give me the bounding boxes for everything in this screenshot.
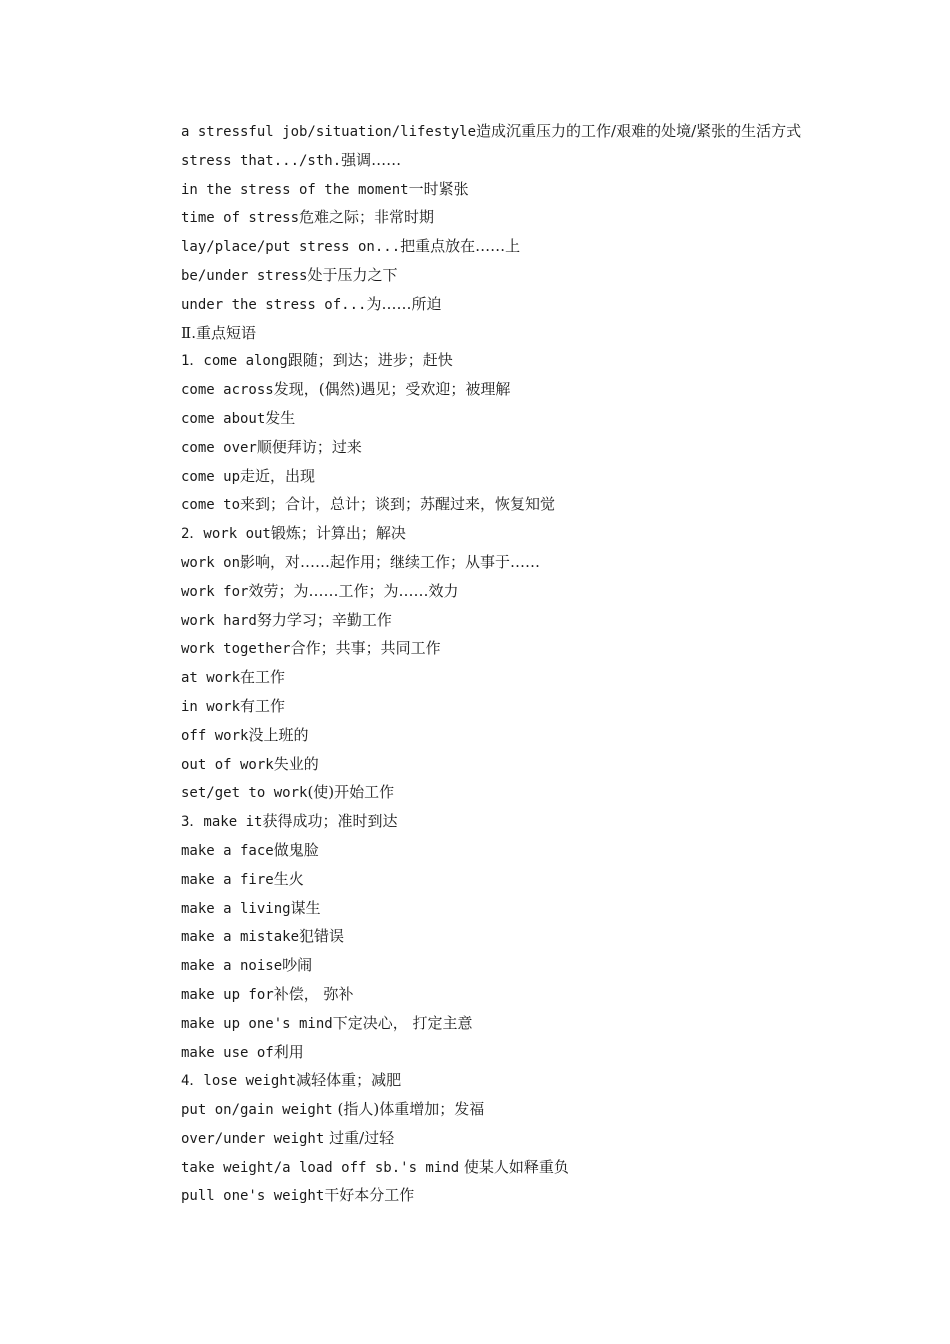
document-line — [137, 291, 827, 320]
document-line — [137, 520, 827, 549]
english-phrase: take weight/a load off sb.'s mind — [181, 1159, 460, 1176]
document-line — [137, 952, 827, 981]
english-phrase: be/under stress — [181, 267, 308, 284]
chinese-meaning: (使)开始工作 — [307, 783, 395, 802]
document-line — [137, 1067, 827, 1096]
document-line — [137, 751, 827, 780]
english-phrase: come to — [181, 497, 241, 514]
document-line — [137, 320, 827, 348]
document-line — [137, 147, 827, 176]
chinese-meaning: 合作；共事；共同工作 — [290, 639, 441, 658]
document-line — [137, 837, 827, 866]
document-line — [137, 204, 827, 233]
chinese-meaning: 过重/过轻 — [324, 1128, 395, 1147]
document-line — [137, 895, 827, 924]
chinese-meaning: 下定决心， 打定主意 — [332, 1013, 473, 1032]
document-line — [137, 347, 827, 376]
document-line — [137, 693, 827, 722]
english-phrase: make a noise — [181, 958, 283, 975]
english-phrase: work together — [181, 641, 291, 658]
english-phrase: work hard — [181, 612, 257, 629]
chinese-meaning: 来到；合计，总计；谈到；苏醒过来，恢复知觉 — [240, 495, 556, 514]
chinese-meaning: 走近，出现 — [240, 466, 316, 485]
chinese-meaning: 努力学习；辛勤工作 — [256, 610, 392, 629]
chinese-meaning: 影响，对……起作用；继续工作；从事于…… — [240, 552, 541, 571]
chinese-meaning: (指人)体重增加；发福 — [332, 1100, 485, 1119]
document-line — [137, 118, 817, 147]
chinese-meaning: 减轻体重；减肥 — [296, 1071, 402, 1090]
chinese-meaning: 效劳；为……工作；为……效力 — [248, 581, 459, 600]
document-line — [137, 1039, 827, 1068]
chinese-meaning: 吵闹 — [282, 956, 313, 975]
chinese-meaning: 发现，(偶然)遇见；受欢迎；被理解 — [273, 380, 511, 399]
document-line — [137, 779, 827, 808]
document-body — [137, 118, 827, 1211]
english-phrase: work for — [181, 583, 249, 600]
chinese-meaning: 生火 — [273, 869, 304, 888]
english-phrase: come about — [181, 410, 266, 427]
english-phrase: 3．make it — [181, 814, 263, 831]
document-line — [137, 549, 827, 578]
chinese-meaning: 顺便拜访；过来 — [256, 437, 362, 456]
english-phrase: make use of — [181, 1044, 274, 1061]
chinese-meaning: 把重点放在……上 — [400, 237, 521, 256]
english-phrase: over/under weight — [181, 1130, 325, 1147]
document-line — [137, 866, 827, 895]
chinese-meaning: 强调…… — [341, 150, 402, 169]
document-line — [137, 176, 827, 205]
chinese-meaning: Ⅱ.重点短语 — [181, 323, 256, 342]
english-phrase: in work — [181, 698, 241, 715]
english-phrase: make up one's mind — [181, 1015, 333, 1032]
english-phrase: work on — [181, 554, 241, 571]
document-line — [137, 376, 827, 405]
english-phrase: out of work — [181, 756, 274, 773]
document-line — [137, 1182, 827, 1211]
chinese-meaning: 失业的 — [273, 754, 319, 773]
english-phrase: under the stress of... — [181, 296, 367, 313]
document-line — [137, 981, 827, 1010]
chinese-meaning: 为……所迫 — [366, 294, 442, 313]
document-line — [137, 923, 827, 952]
chinese-meaning: 获得成功；准时到达 — [262, 812, 398, 831]
document-line — [137, 1125, 827, 1154]
chinese-meaning: 造成沉重压力的工作/艰难的处境/紧张的生活方式 — [476, 122, 802, 140]
chinese-meaning: 犯错误 — [299, 927, 345, 946]
chinese-meaning: 干好本分工作 — [324, 1186, 415, 1205]
document-line — [137, 664, 827, 693]
document-line — [137, 405, 827, 434]
english-phrase: come across — [181, 382, 274, 399]
english-phrase: at work — [181, 670, 241, 687]
english-phrase: put on/gain weight — [181, 1102, 333, 1119]
document-line — [137, 1010, 827, 1039]
english-phrase: stress that.../sth. — [181, 152, 342, 169]
english-phrase: off work — [181, 727, 249, 744]
english-phrase: pull one's weight — [181, 1188, 325, 1205]
english-phrase: make a face — [181, 842, 274, 859]
english-phrase: make up for — [181, 986, 274, 1003]
chinese-meaning: 危难之际；非常时期 — [299, 208, 435, 227]
english-phrase: make a fire — [181, 871, 274, 888]
english-phrase: a stressful job/situation/lifestyle — [181, 124, 477, 140]
document-line — [137, 233, 827, 262]
chinese-meaning: 跟随；到达；进步；赶快 — [287, 351, 453, 370]
chinese-meaning: 使某人如释重负 — [459, 1157, 569, 1176]
chinese-meaning: 处于压力之下 — [307, 265, 398, 284]
chinese-meaning: 在工作 — [240, 668, 286, 687]
chinese-meaning: 谋生 — [290, 898, 321, 917]
document-line — [137, 808, 827, 837]
document-line — [137, 1096, 827, 1125]
english-phrase: in the stress of the moment — [181, 181, 409, 198]
chinese-meaning: 补偿， 弥补 — [273, 984, 354, 1003]
chinese-meaning: 有工作 — [240, 696, 286, 715]
english-phrase: 2．work out — [181, 526, 271, 543]
chinese-meaning: 没上班的 — [248, 725, 309, 744]
document-line — [137, 635, 827, 664]
english-phrase: come over — [181, 439, 257, 456]
document-line — [137, 722, 827, 751]
document-line — [137, 578, 827, 607]
chinese-meaning: 锻炼；计算出；解决 — [270, 524, 406, 543]
document-line — [137, 491, 827, 520]
document-line — [137, 463, 827, 492]
document-line — [137, 262, 827, 291]
chinese-meaning: 一时紧张 — [408, 179, 469, 198]
english-phrase: 4．lose weight — [181, 1073, 297, 1090]
document-line — [137, 434, 827, 463]
document-line — [137, 1154, 827, 1183]
english-phrase: lay/place/put stress on... — [181, 239, 401, 256]
english-phrase: make a mistake — [181, 929, 300, 946]
document-line — [137, 607, 827, 636]
english-phrase: time of stress — [181, 210, 300, 227]
chinese-meaning: 做鬼脸 — [273, 840, 319, 859]
english-phrase: set/get to work — [181, 785, 308, 802]
english-phrase: 1．come along — [181, 353, 288, 370]
chinese-meaning: 利用 — [273, 1042, 304, 1061]
english-phrase: come up — [181, 468, 241, 485]
english-phrase: make a living — [181, 900, 291, 917]
chinese-meaning: 发生 — [265, 408, 296, 427]
